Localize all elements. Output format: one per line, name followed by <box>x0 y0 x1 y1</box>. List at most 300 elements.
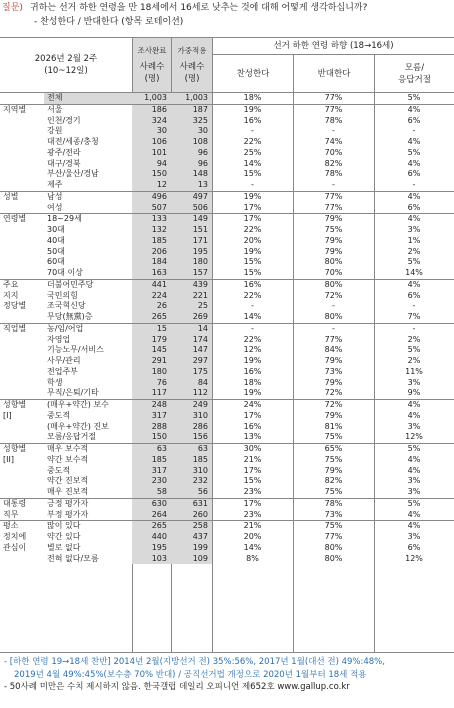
table-row <box>0 291 454 302</box>
cases-weighted: 175 <box>171 367 212 378</box>
table-row <box>0 335 454 346</box>
cases-done: 63 <box>132 444 171 455</box>
agree-header: 찬성한다 <box>236 68 270 79</box>
row-group-label <box>0 388 44 399</box>
cases-weighted: 439 <box>171 279 212 290</box>
row-label: 50대 <box>47 246 65 256</box>
disagree-pct: 73% <box>324 509 343 519</box>
row-label: 학생 <box>47 377 63 387</box>
agree-pct: 16% <box>212 279 293 290</box>
row-label: (매우+약간) 진보 <box>47 421 109 431</box>
agree-pct: 22% <box>243 290 262 300</box>
row-label: 조국혁신당 <box>47 301 86 311</box>
row-label: 약간 보수적 <box>47 454 89 464</box>
cases-weighted: 199 <box>171 543 212 554</box>
table-row <box>0 159 454 170</box>
dk-pct: 5% <box>407 93 421 102</box>
agree-pct: 20% <box>243 532 262 541</box>
cases-done: 264 <box>132 510 171 521</box>
dk-pct: 1% <box>407 235 421 245</box>
cases-weighted: 506 <box>171 203 212 214</box>
dk-pct: - <box>412 126 416 136</box>
table-row <box>0 116 454 127</box>
agree-pct: 24% <box>212 400 293 411</box>
row-label: 국민의힘 <box>47 290 78 300</box>
dk-pct: 7% <box>407 312 421 321</box>
disagree-pct: 79% <box>324 356 343 365</box>
agree-pct: 13% <box>243 432 262 442</box>
cases-weighted: 195 <box>171 247 212 258</box>
disagree-pct: 80% <box>324 257 343 267</box>
row-group-label <box>0 476 44 487</box>
dk-pct: - <box>412 301 416 311</box>
agree-pct: 14% <box>243 158 262 168</box>
table-row <box>0 356 454 367</box>
row-label: 기능노무/서비스 <box>47 345 104 355</box>
cases-weighted: 187 <box>171 104 212 115</box>
cases-weighted: 14 <box>171 323 212 334</box>
cases-done: 163 <box>132 268 171 279</box>
disagree-pct: 79% <box>293 214 374 225</box>
row-group-label <box>0 257 44 268</box>
row-label: 매우 진보적 <box>47 487 89 496</box>
table-row <box>0 225 454 236</box>
question-tag: 질문) <box>2 3 23 13</box>
cases-done: 507 <box>132 203 171 214</box>
table-row <box>0 257 454 268</box>
row-label: 별로 없다 <box>47 542 81 552</box>
disagree-pct: 80% <box>293 279 374 290</box>
cases-weighted: 310 <box>171 466 212 477</box>
cases-weighted: 258 <box>171 521 212 532</box>
disagree-pct: 75% <box>293 521 374 532</box>
row-group-label: 연령별 <box>0 214 44 225</box>
cases-done: 94 <box>132 159 171 170</box>
dk-pct: 4% <box>407 465 421 475</box>
disagree-pct: 72% <box>324 388 343 398</box>
agree-pct: 14% <box>243 312 262 321</box>
cases-done: 180 <box>132 367 171 378</box>
cases-weighted: 157 <box>171 268 212 279</box>
cases-done: 150 <box>132 169 171 180</box>
table-row <box>0 104 454 115</box>
cases-done: 630 <box>132 498 171 509</box>
dk-pct: 4% <box>407 410 421 420</box>
row-group-label <box>0 268 44 279</box>
table-row <box>0 312 454 323</box>
row-label: 농/임/어업 <box>44 323 132 334</box>
row-group-label: 성별 <box>0 191 44 202</box>
row-group-label: 평소 <box>0 521 44 532</box>
row-group-label: [II] <box>3 454 14 464</box>
row-group-label <box>0 487 44 498</box>
row-label: 무당(無黨)층 <box>47 312 93 321</box>
row-group-label <box>0 335 44 346</box>
cases-weighted: 174 <box>171 335 212 346</box>
row-label: 광주/전라 <box>47 147 81 157</box>
table-row <box>0 247 454 258</box>
row-label: 모름/응답거절 <box>47 432 97 442</box>
cases-unit: (명) <box>144 74 160 84</box>
cases-done: 496 <box>132 191 171 202</box>
dk-header <box>375 55 454 92</box>
dk-pct: 3% <box>407 487 421 496</box>
header-mid-rule <box>213 54 454 55</box>
agree-pct: 8% <box>246 553 259 563</box>
cases-weighted: 269 <box>171 312 212 323</box>
disagree-pct: 82% <box>324 476 343 486</box>
agree-pct: - <box>251 301 254 311</box>
row-group-label <box>0 554 44 565</box>
dk-pct: 6% <box>407 290 421 300</box>
cases-weighted: 286 <box>171 422 212 433</box>
cases-weighted: 147 <box>171 345 212 356</box>
row-group-label <box>0 180 44 191</box>
agree-pct: 17% <box>212 214 293 225</box>
cases-weighted: 96 <box>171 148 212 159</box>
cases-weighted: 151 <box>171 225 212 236</box>
row-label: 중도적 <box>47 410 71 420</box>
dk-pct: 4% <box>407 137 421 146</box>
disagree-pct: 70% <box>324 268 343 277</box>
row-label: 여성 <box>47 202 63 212</box>
cases-done: 132 <box>132 225 171 236</box>
disagree-pct: 77% <box>293 104 374 115</box>
agree-pct: 19% <box>212 104 293 115</box>
row-group-label: 직무 <box>3 509 19 519</box>
agree-pct: 17% <box>243 202 262 212</box>
table-row <box>0 148 454 159</box>
table-row <box>0 203 454 214</box>
dk-pct: 3% <box>407 421 421 431</box>
row-label: 70대 이상 <box>47 268 83 277</box>
cases-done: 30 <box>132 126 171 137</box>
cases-done: 441 <box>132 279 171 290</box>
table-row <box>0 543 454 554</box>
cases-done: 117 <box>132 388 171 399</box>
cases-done: 288 <box>132 422 171 433</box>
row-group-label <box>0 356 44 367</box>
row-group-label <box>0 126 44 137</box>
row-group-label: 성향별 <box>0 400 44 411</box>
agree-pct: 18% <box>243 93 262 102</box>
dk-pct: 5% <box>407 257 421 267</box>
survey-date: 2026년 2월 2주 <box>34 54 98 64</box>
dk-pct: 3% <box>407 377 421 387</box>
cases-weighted: 325 <box>171 116 212 127</box>
row-label: 더불어민주당 <box>44 279 132 290</box>
row-group-label <box>0 116 44 127</box>
row-group-label <box>0 345 44 356</box>
row-group-label: 지역별 <box>0 104 44 115</box>
row-group-label <box>0 93 44 104</box>
agree-pct: 22% <box>243 225 262 234</box>
survey-period: (10~12일) <box>44 66 88 76</box>
dk-pct: 2% <box>407 356 421 365</box>
cases-done: 15 <box>132 323 171 334</box>
row-group-label: 주요 <box>0 279 44 290</box>
dk-label-2: 응답거절 <box>398 74 431 85</box>
table-row <box>0 126 454 137</box>
disagree-pct: 77% <box>324 334 343 344</box>
cases-done: 145 <box>132 345 171 356</box>
col-done-label: 조사완료 <box>137 46 167 55</box>
disagree-pct: 78% <box>293 498 374 509</box>
cases-weighted: 148 <box>171 169 212 180</box>
agree-pct: 15% <box>243 268 262 277</box>
table-row <box>0 510 454 521</box>
agree-pct: 21% <box>212 521 293 532</box>
disagree-pct: 77% <box>293 191 374 202</box>
dk-pct: 2% <box>407 334 421 344</box>
table-row <box>0 137 454 148</box>
disagree-pct: 78% <box>324 169 343 179</box>
dk-pct: 3% <box>407 476 421 486</box>
disagree-pct: 72% <box>293 400 374 411</box>
disagree-pct: 79% <box>324 377 343 387</box>
row-label: 서울 <box>44 104 132 115</box>
cases-done: 76 <box>132 378 171 389</box>
disagree-pct: 77% <box>324 532 343 541</box>
dk-pct: 5% <box>374 498 454 509</box>
row-group-label <box>0 203 44 214</box>
footnote-source: - 50사례 미만은 수치 제시하지 않음. 한국갤럽 데일리 오피니언 제652호 www.gallup.co.kr <box>4 682 350 692</box>
dk-pct: - <box>412 180 416 189</box>
cases-weighted: 96 <box>171 159 212 170</box>
cases-weighted: 25 <box>171 301 212 312</box>
cases-done: 184 <box>132 257 171 268</box>
agree-pct: 15% <box>243 476 262 486</box>
table-row <box>0 169 454 180</box>
dk-pct: 3% <box>407 225 421 234</box>
agree-pct: 16% <box>243 366 262 376</box>
row-label: 전혀 없다/모름 <box>47 553 99 563</box>
table-row <box>0 301 454 312</box>
dk-pct: 14% <box>405 268 423 277</box>
cases-weighted: 149 <box>171 214 212 225</box>
disagree-pct: - <box>332 301 335 311</box>
row-label: 사무/관리 <box>47 356 81 365</box>
results-body <box>0 93 454 564</box>
agree-pct: 19% <box>212 191 293 202</box>
agree-pct: 19% <box>243 388 262 398</box>
row-group-label <box>0 312 44 323</box>
agree-pct: 22% <box>243 137 262 146</box>
dk-pct: 9% <box>407 388 421 398</box>
table-row <box>0 532 454 543</box>
dk-pct: 4% <box>374 521 454 532</box>
row-label: 30대 <box>47 225 65 234</box>
table-bottom-rule <box>0 652 454 653</box>
row-group-label: 대통령 <box>0 498 44 509</box>
cases-done: 291 <box>132 356 171 367</box>
cases-weighted: 84 <box>171 378 212 389</box>
dk-label-1: 모름/ <box>404 62 425 73</box>
cases-done: 133 <box>132 214 171 225</box>
agree-pct: - <box>212 323 293 334</box>
cases-weighted: 310 <box>171 411 212 422</box>
cases-done: 185 <box>132 236 171 247</box>
cases-done: 186 <box>132 104 171 115</box>
disagree-pct: 65% <box>293 444 374 455</box>
row-label: 60대 <box>47 257 65 267</box>
row-group-label: 정당별 <box>3 301 27 311</box>
cases-done: 26 <box>132 301 171 312</box>
disagree-pct: 75% <box>324 487 343 496</box>
disagree-pct: 81% <box>324 421 343 431</box>
footnote-history-1: - [하한 연령 19→18세 찬반] 2014년 2월(지방선거 전) 35%:56%, 2017년 1월(대선 전) 49%:48%, <box>4 657 385 667</box>
agree-pct: 22% <box>243 334 262 344</box>
table-row <box>0 279 454 290</box>
dk-pct: 3% <box>407 532 421 541</box>
row-label: 제주 <box>47 180 63 189</box>
header-top-rule <box>0 37 454 38</box>
weighted-cases-header <box>172 38 212 92</box>
row-label: 인천/경기 <box>47 115 81 125</box>
cases-done: 440 <box>132 532 171 543</box>
row-group-label <box>0 236 44 247</box>
cases-done: 265 <box>132 521 171 532</box>
disagree-pct: 80% <box>324 553 343 563</box>
table-row <box>0 93 454 104</box>
dk-pct: 6% <box>407 169 421 179</box>
agree-pct: 15% <box>243 169 262 179</box>
cases-done: 317 <box>132 466 171 477</box>
row-label: 무직/은퇴/기타 <box>47 388 99 398</box>
table-row <box>0 400 454 411</box>
cases-done: 230 <box>132 476 171 487</box>
cases-weighted: 497 <box>171 191 212 202</box>
col-weight-label: 가중적용 <box>177 46 207 55</box>
row-group-label <box>0 148 44 159</box>
dk-pct: 4% <box>374 400 454 411</box>
agree-pct: 18% <box>243 377 262 387</box>
row-label: 대전/세종/충청 <box>47 137 99 146</box>
agree-pct: 17% <box>243 410 262 420</box>
row-label: 남성 <box>44 191 132 202</box>
row-group-label: 성향별 <box>0 444 44 455</box>
table-row <box>0 268 454 279</box>
cases-done: 103 <box>132 554 171 565</box>
disagree-pct: 72% <box>324 290 343 300</box>
disagree-pct: 75% <box>324 454 343 464</box>
row-group-label: 관심이 <box>3 542 27 552</box>
row-label: 부산/울산/경남 <box>47 169 99 179</box>
row-group-label <box>0 137 44 148</box>
disagree-pct: 75% <box>324 225 343 234</box>
question-options: - 찬성한다 / 반대한다 (항목 로테이션) <box>34 17 184 27</box>
row-label: 약간 있다 <box>47 532 81 541</box>
cases-done: 317 <box>132 411 171 422</box>
cases-weighted: 112 <box>171 388 212 399</box>
row-group-label: 직업별 <box>0 323 44 334</box>
dk-pct: 12% <box>405 432 423 442</box>
row-group-label <box>0 422 44 433</box>
disagree-pct: - <box>332 126 335 136</box>
table-row <box>0 487 454 498</box>
dk-pct: 4% <box>407 158 421 168</box>
results-table <box>0 93 454 564</box>
dk-pct: 4% <box>407 454 421 464</box>
row-group-label <box>0 225 44 236</box>
cases-label: 사례수 <box>179 62 205 72</box>
table-row <box>0 214 454 225</box>
row-group-label <box>0 466 44 477</box>
row-group-label <box>0 159 44 170</box>
table-row <box>0 476 454 487</box>
row-label: 40대 <box>47 235 65 245</box>
table-row <box>0 323 454 334</box>
table-header <box>0 38 454 96</box>
disagree-pct: 79% <box>324 246 343 256</box>
agree-pct: 21% <box>243 454 262 464</box>
cases-done: 58 <box>132 487 171 498</box>
table-row <box>0 367 454 378</box>
row-label: 약간 진보적 <box>47 476 89 486</box>
agree-pct: 14% <box>243 542 262 552</box>
row-label: 강원 <box>47 126 63 136</box>
row-group-label <box>0 432 44 443</box>
cases-done: 206 <box>132 247 171 258</box>
disagree-pct: 77% <box>324 202 343 212</box>
agree-pct: 30% <box>212 444 293 455</box>
table-row <box>0 411 454 422</box>
dk-pct: 4% <box>374 104 454 115</box>
footnotes <box>0 656 454 694</box>
done-cases-header <box>133 38 171 92</box>
cases-done: 150 <box>132 432 171 443</box>
agree-pct: 16% <box>243 421 262 431</box>
cases-weighted: 56 <box>171 487 212 498</box>
dk-pct: 4% <box>374 191 454 202</box>
dk-pct: 5% <box>407 345 421 355</box>
agree-pct: - <box>251 126 254 136</box>
dk-pct: - <box>374 323 454 334</box>
agree-pct: 16% <box>243 115 262 125</box>
disagree-header: 반대한다 <box>317 68 351 79</box>
cases-weighted: 30 <box>171 126 212 137</box>
cases-weighted: 180 <box>171 257 212 268</box>
disagree-pct: 70% <box>324 147 343 157</box>
disagree-pct: 74% <box>324 137 343 146</box>
agree-pct: 17% <box>212 498 293 509</box>
cases-done: 324 <box>132 116 171 127</box>
disagree-pct: 75% <box>324 432 343 442</box>
cases-weighted: 631 <box>171 498 212 509</box>
disagree-pct: 84% <box>324 345 343 355</box>
table-row <box>0 455 454 466</box>
row-group-label: [I] <box>3 410 12 420</box>
cases-weighted: 297 <box>171 356 212 367</box>
row-label: 부정 평가자 <box>47 509 89 519</box>
table-row <box>0 191 454 202</box>
row-label: 매우 보수적 <box>44 444 132 455</box>
agree-pct: 20% <box>243 235 262 245</box>
disagree-pct: 79% <box>324 465 343 475</box>
cases-done: 185 <box>132 455 171 466</box>
agree-pct: 17% <box>243 465 262 475</box>
agree-pct: 19% <box>243 246 262 256</box>
agree-pct: 23% <box>243 509 262 519</box>
topic-header: 선거 하한 연령 하향 (18→16세) <box>273 41 394 51</box>
disagree-pct: - <box>332 180 335 189</box>
cases-done: 224 <box>132 291 171 302</box>
dk-pct: 6% <box>407 542 421 552</box>
cases-unit: (명) <box>184 74 200 84</box>
row-label: (매우+약간) 보수 <box>44 400 132 411</box>
table-row <box>0 236 454 247</box>
cases-done: 1,003 <box>132 93 171 104</box>
